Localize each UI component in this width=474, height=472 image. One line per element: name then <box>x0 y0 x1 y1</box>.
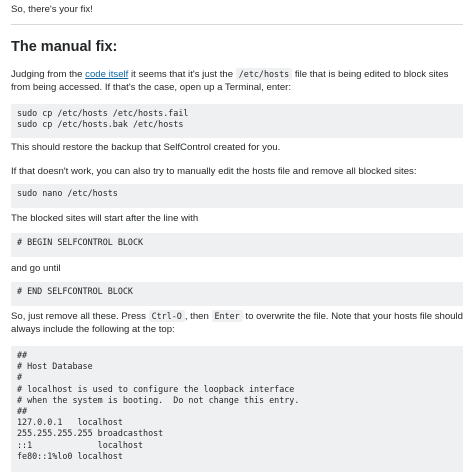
paragraph-remove <box>11 310 463 336</box>
code-block-restore: sudo cp /etc/hosts /etc/hosts.fail sudo cp /etc/hosts.bak /etc/hosts <box>11 104 463 138</box>
para6-text-1: So, just remove all these. Press <box>11 311 149 322</box>
code-block-begin: # BEGIN SELFCONTROL BLOCK <box>11 233 463 257</box>
paragraph-blocked-sites: The blocked sites will start after the line with <box>11 213 199 224</box>
para1-text-3: file that is being edited to block sites from being accessed. If that's the case, open up a Terminal, enter: <box>11 69 449 93</box>
para1-text-1: Judging from the <box>11 69 86 80</box>
paragraph-restore-backup: This should restore the backup that SelfControl created for you. <box>11 142 281 153</box>
key-ctrl-o: Ctrl-O <box>149 310 185 322</box>
paragraph-go-until: and go until <box>11 263 61 274</box>
key-enter: Enter <box>212 310 243 322</box>
paragraph-manual-edit: If that doesn't work, you can also try to manually edit the hosts file and remove all blocked sites: <box>11 166 417 177</box>
para6-text-2: , then <box>184 311 212 322</box>
paragraph-judging <box>11 68 463 94</box>
code-block-hosts-default: ## # Host Database # # localhost is used to configure the loopback interface # when the system is booting. Do not change this entry. ## 127.0.0.1 localhost 255.255.255.255 broadcasthost ::1 localhost fe80::1%lo0 localhost <box>11 346 463 472</box>
intro-text: So, there's your fix! <box>11 4 93 15</box>
para1-text-2: it seems that it's just the <box>128 69 236 80</box>
divider <box>11 24 463 25</box>
inline-code-etc-hosts: /etc/hosts <box>236 68 292 80</box>
code-block-nano: sudo nano /etc/hosts <box>11 184 463 208</box>
section-heading: The manual fix: <box>11 39 118 55</box>
code-block-end: # END SELFCONTROL BLOCK <box>11 282 463 306</box>
para6-text-3: to overwrite the file. Note that your hosts file should always include the following at the top: <box>11 311 463 335</box>
code-itself-link[interactable]: code itself <box>85 69 129 80</box>
